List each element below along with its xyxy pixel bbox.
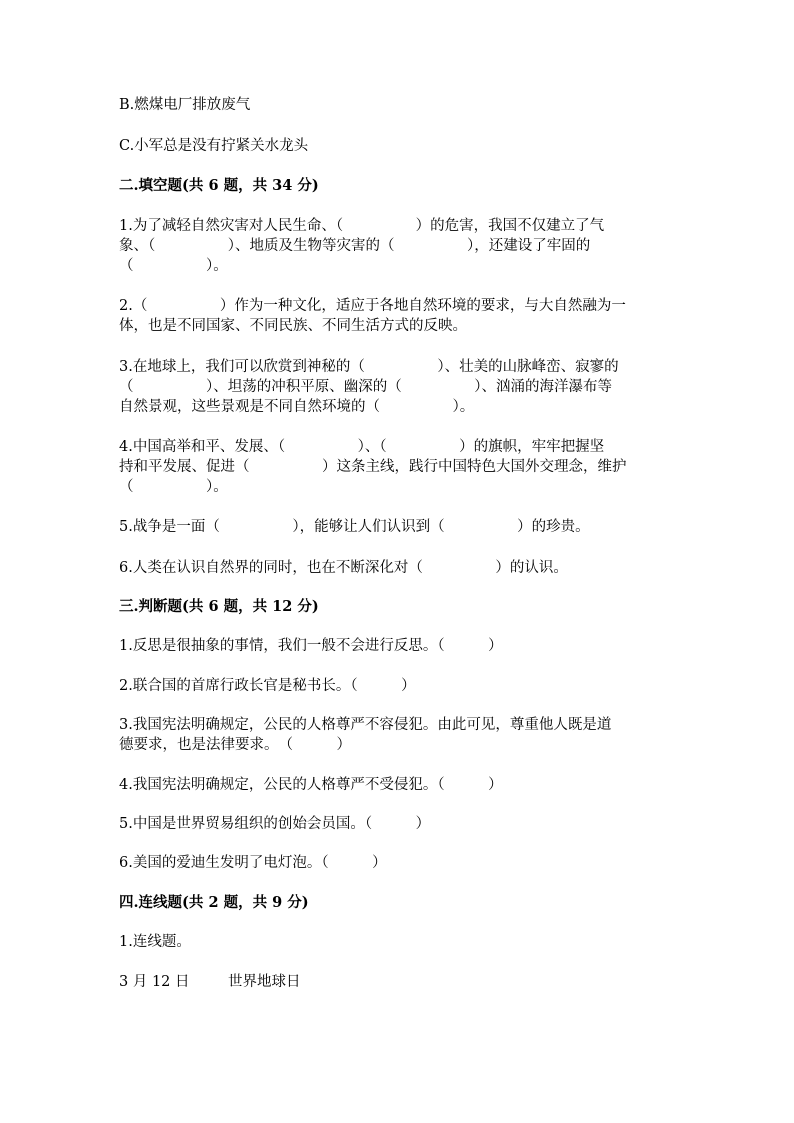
section-heading-fill-blank: 二.填空题(共 6 题，共 34 分) <box>119 177 319 194</box>
judge-q3-line2: 德要求，也是法律要求。 （ ） <box>119 737 351 753</box>
fill-q1-line2: 象、（ ）、地质及生物等灾害的（ ），还建设了牢固的 <box>119 238 591 254</box>
fill-q6: 6.人类在认识自然界的同时，也在不断深化对（ ）的认识。 <box>119 560 568 576</box>
fill-q2-line2: 体，也是不同国家、不同民族、不同生活方式的反映。 <box>119 318 467 334</box>
match-q1: 1.连线题。 <box>119 934 191 950</box>
judge-q3-line1: 3.我国宪法明确规定，公民的人格尊严不容侵犯。由此可见，尊重他人既是道 <box>119 717 612 733</box>
fill-q5: 5.战争是一面（ ），能够让人们认识到（ ）的珍贵。 <box>119 519 590 535</box>
section-heading-matching: 四.连线题(共 2 题，共 9 分) <box>119 894 309 911</box>
judge-q2: 2.联合国的首席行政长官是秘书长。（ ） <box>119 678 416 694</box>
fill-q4-line1: 4.中国高举和平、发展、（ ）、（ ）的旗帜，牢牢把握坚 <box>119 439 605 455</box>
option-c: C.小军总是没有拧紧关水龙头 <box>119 138 309 154</box>
match-row1-right: 世界地球日 <box>228 974 301 990</box>
option-b: B.燃煤电厂排放废气 <box>119 97 251 113</box>
fill-q3-line1: 3.在地球上，我们可以欣赏到神秘的（ ）、壮美的山脉峰峦、寂寥的 <box>119 359 619 375</box>
fill-q4-line2: 持和平发展、促进（ ）这条主线，践行中国特色大国外交理念，维护 <box>119 459 627 475</box>
judge-q6: 6.美国的爱迪生发明了电灯泡。（ ） <box>119 855 387 871</box>
fill-q1-line1: 1.为了减轻自然灾害对人民生命、（ ）的危害，我国不仅建立了气 <box>119 218 605 234</box>
match-row1-left: 3 月 12 日 <box>119 974 190 990</box>
section-heading-judgment: 三.判断题(共 6 题，共 12 分) <box>119 598 319 615</box>
fill-q1-line3: （ ）。 <box>119 258 228 274</box>
judge-q1: 1.反思是很抽象的事情，我们一般不会进行反思。（ ） <box>119 638 503 654</box>
judge-q5: 5.中国是世界贸易组织的创始会员国。（ ） <box>119 816 431 832</box>
fill-q4-line3: （ ）。 <box>119 479 228 495</box>
fill-q3-line3: 自然景观，这些景观是不同自然环境的（ ）。 <box>119 399 475 415</box>
fill-q3-line2: （ ）、坦荡的冲积平原、幽深的（ ）、汹涌的海洋瀑布等 <box>119 379 612 395</box>
fill-q2-line1: 2.（ ）作为一种文化，适应于各地自然环境的要求，与大自然融为一 <box>119 298 626 314</box>
judge-q4: 4.我国宪法明确规定，公民的人格尊严不受侵犯。（ ） <box>119 777 503 793</box>
